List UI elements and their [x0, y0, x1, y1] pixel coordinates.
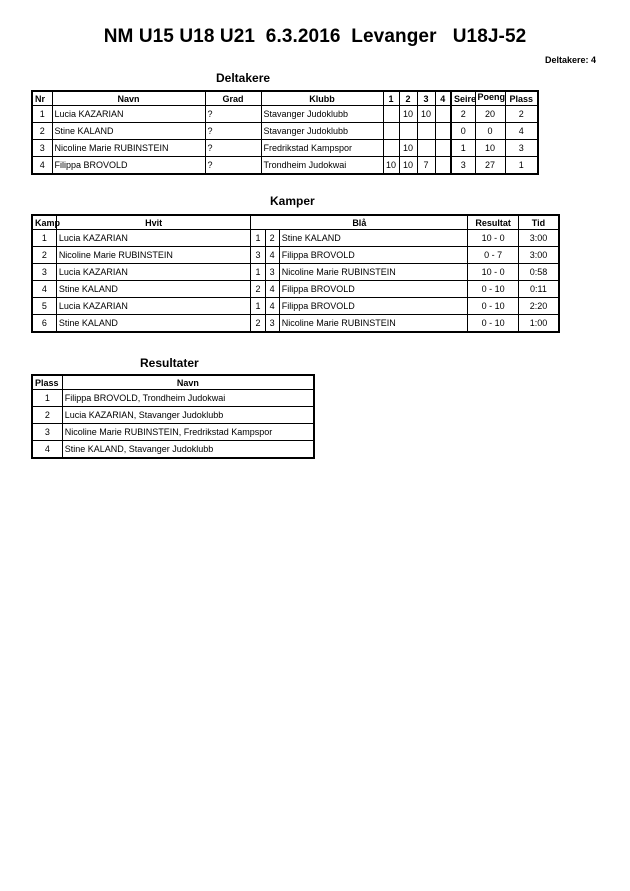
matches-header-row	[32, 215, 559, 230]
match-result: 0 - 10	[468, 298, 519, 315]
match-time: 1:00	[518, 315, 559, 333]
match-blue-nr: 3	[265, 264, 279, 281]
match-blue: Filippa BROVOLD	[279, 247, 468, 264]
matches-section-title: Kamper	[270, 194, 315, 208]
table-row	[32, 407, 314, 424]
participant-points: 20	[475, 106, 505, 123]
participant-club: Trondheim Judokwai	[261, 157, 383, 175]
match-white-nr: 3	[251, 247, 265, 264]
participant-wins: 3	[451, 157, 475, 175]
participant-name: Filippa BROVOLD	[52, 157, 205, 175]
participant-name: Lucia KAZARIAN	[52, 106, 205, 123]
match-result: 0 - 7	[468, 247, 519, 264]
participant-wins: 2	[451, 106, 475, 123]
participant-count: Deltakere: 4	[544, 55, 596, 65]
round-1-score	[383, 123, 399, 140]
result-place: 4	[32, 441, 62, 459]
participant-nr: 1	[32, 106, 52, 123]
col-time: Tid	[518, 215, 559, 230]
participant-points: 0	[475, 123, 505, 140]
result-name: Filippa BROVOLD, Trondheim Judokwai	[62, 390, 314, 407]
col-match: Kamp	[32, 215, 56, 230]
match-white: Lucia KAZARIAN	[56, 230, 251, 247]
match-time: 3:00	[518, 247, 559, 264]
results-section-title: Resultater	[140, 356, 199, 370]
participants-header-row	[32, 91, 538, 106]
participant-wins: 0	[451, 123, 475, 140]
round-1-score	[383, 140, 399, 157]
col-grade: Grad	[205, 91, 261, 106]
participant-club: Fredrikstad Kampspor	[261, 140, 383, 157]
table-row	[32, 264, 559, 281]
table-row	[32, 157, 538, 175]
round-2-score: 10	[399, 140, 417, 157]
col-white: Hvit	[56, 215, 251, 230]
participant-place: 2	[505, 106, 538, 123]
match-blue-nr: 4	[265, 247, 279, 264]
participant-points: 27	[475, 157, 505, 175]
match-result: 10 - 0	[468, 264, 519, 281]
match-time: 0:58	[518, 264, 559, 281]
participants-section-title: Deltakere	[216, 71, 271, 85]
match-white-nr: 2	[251, 315, 265, 333]
result-name: Stine KALAND, Stavanger Judoklubb	[62, 441, 314, 459]
participant-place: 1	[505, 157, 538, 175]
match-time: 3:00	[518, 230, 559, 247]
round-3-score	[417, 140, 435, 157]
participant-place: 4	[505, 123, 538, 140]
participant-name: Stine KALAND	[52, 123, 205, 140]
result-place: 1	[32, 390, 62, 407]
participant-grade: ?	[205, 106, 261, 123]
result-place: 3	[32, 424, 62, 441]
participant-nr: 3	[32, 140, 52, 157]
table-row	[32, 247, 559, 264]
results-header-row	[32, 375, 314, 390]
table-row	[32, 441, 314, 459]
match-blue-nr: 4	[265, 281, 279, 298]
match-nr: 1	[32, 230, 56, 247]
page-title: NM U15 U18 U21 6.3.2016 Levanger U18J-52	[103, 26, 527, 47]
round-2-score	[399, 123, 417, 140]
participant-nr: 2	[32, 123, 52, 140]
table-row	[32, 298, 559, 315]
col-blue: Blå	[251, 215, 468, 230]
participant-club: Stavanger Judoklubb	[261, 123, 383, 140]
match-white-nr: 1	[251, 298, 265, 315]
participant-place: 3	[505, 140, 538, 157]
col-round-3: 3	[417, 91, 435, 106]
match-nr: 2	[32, 247, 56, 264]
table-row	[32, 390, 314, 407]
result-place: 2	[32, 407, 62, 424]
match-blue: Filippa BROVOLD	[279, 281, 468, 298]
results-table	[31, 374, 315, 459]
participant-wins: 1	[451, 140, 475, 157]
table-row	[32, 230, 559, 247]
participant-grade: ?	[205, 157, 261, 175]
col-name: Navn	[62, 375, 314, 390]
match-time: 2:20	[518, 298, 559, 315]
round-4-score	[435, 123, 451, 140]
match-result: 0 - 10	[468, 315, 519, 333]
col-round-4: 4	[435, 91, 451, 106]
table-row	[32, 315, 559, 333]
match-nr: 3	[32, 264, 56, 281]
result-name: Lucia KAZARIAN, Stavanger Judoklubb	[62, 407, 314, 424]
round-4-score	[435, 140, 451, 157]
match-white: Lucia KAZARIAN	[56, 264, 251, 281]
round-3-score	[417, 123, 435, 140]
round-2-score: 10	[399, 157, 417, 175]
match-time: 0:11	[518, 281, 559, 298]
col-wins: Seire	[451, 91, 475, 106]
col-nr: Nr	[32, 91, 52, 106]
match-blue-nr: 4	[265, 298, 279, 315]
matches-table	[31, 214, 560, 333]
match-white: Lucia KAZARIAN	[56, 298, 251, 315]
result-name: Nicoline Marie RUBINSTEIN, Fredrikstad Kampspor	[62, 424, 314, 441]
participant-grade: ?	[205, 140, 261, 157]
match-blue: Stine KALAND	[279, 230, 468, 247]
round-1-score	[383, 106, 399, 123]
col-round-2: 2	[399, 91, 417, 106]
table-row	[32, 106, 538, 123]
col-name: Navn	[52, 91, 205, 106]
col-place: Plass	[32, 375, 62, 390]
match-blue-nr: 3	[265, 315, 279, 333]
round-1-score: 10	[383, 157, 399, 175]
participants-table	[31, 90, 539, 175]
match-white-nr: 1	[251, 264, 265, 281]
participant-name: Nicoline Marie RUBINSTEIN	[52, 140, 205, 157]
participant-nr: 4	[32, 157, 52, 175]
participant-grade: ?	[205, 123, 261, 140]
match-nr: 4	[32, 281, 56, 298]
match-blue: Nicoline Marie RUBINSTEIN	[279, 264, 468, 281]
table-row	[32, 281, 559, 298]
round-3-score: 7	[417, 157, 435, 175]
match-nr: 5	[32, 298, 56, 315]
round-4-score	[435, 157, 451, 175]
match-result: 10 - 0	[468, 230, 519, 247]
match-result: 0 - 10	[468, 281, 519, 298]
match-blue-nr: 2	[265, 230, 279, 247]
match-white: Stine KALAND	[56, 315, 251, 333]
match-nr: 6	[32, 315, 56, 333]
match-blue: Nicoline Marie RUBINSTEIN	[279, 315, 468, 333]
col-points: Poeng	[475, 91, 505, 106]
match-blue: Filippa BROVOLD	[279, 298, 468, 315]
col-result: Resultat	[468, 215, 519, 230]
match-white-nr: 1	[251, 230, 265, 247]
col-round-1: 1	[383, 91, 399, 106]
table-row	[32, 140, 538, 157]
col-place: Plass	[505, 91, 538, 106]
round-4-score	[435, 106, 451, 123]
table-row	[32, 424, 314, 441]
match-white: Nicoline Marie RUBINSTEIN	[56, 247, 251, 264]
match-white-nr: 2	[251, 281, 265, 298]
table-row	[32, 123, 538, 140]
col-club: Klubb	[261, 91, 383, 106]
participant-points: 10	[475, 140, 505, 157]
match-white: Stine KALAND	[56, 281, 251, 298]
participant-club: Stavanger Judoklubb	[261, 106, 383, 123]
round-3-score: 10	[417, 106, 435, 123]
round-2-score: 10	[399, 106, 417, 123]
